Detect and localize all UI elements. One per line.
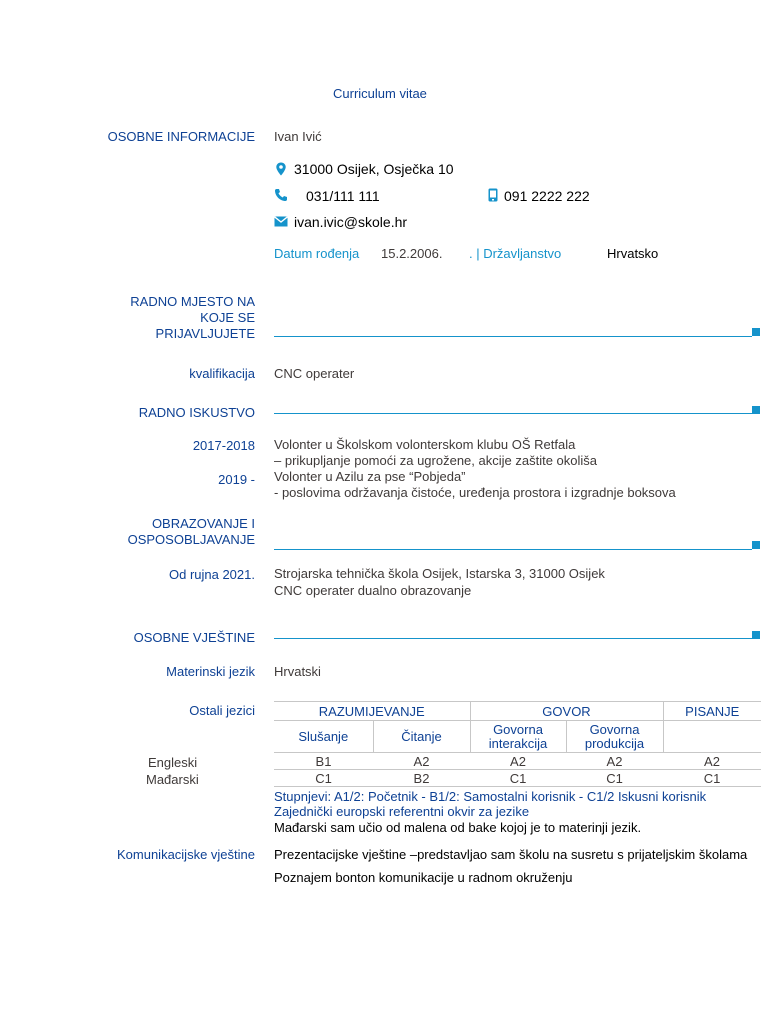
section-divider-marker [752,328,760,336]
level-cell: A2 [470,753,566,770]
section-heading-skills: OSOBNE VJEŠTINE [133,630,255,645]
communication-skills-label: Komunikacijske vještine [116,847,255,862]
level-cell: B2 [373,770,470,787]
sub-header-writing-empty [663,721,761,753]
section-heading-education: OBRAZOVANJE I OSPOSOBLJAVANJE [127,516,255,547]
level-cell: C1 [470,770,566,787]
section-divider [274,413,752,414]
table-row [274,770,761,787]
qualification-value: CNC operater [274,366,355,381]
group-header-speaking: GOVOR [470,702,663,721]
full-name: Ivan Ivić [274,129,322,144]
phone-number[interactable]: 031/111 111 [306,188,380,204]
language-name: Mađarski [146,772,199,787]
level-cell: C1 [566,770,663,787]
framework-note: Zajednički europski referentni okvir za jezike [274,804,530,819]
language-extra-note: Mađarski sam učio od malena od bake kojoj je to materinji jezik. [274,820,642,835]
document-title: Curriculum vitae [333,86,427,101]
section-divider [274,638,752,639]
section-heading-experience: RADNO ISKUSTVO [138,405,255,420]
group-header-writing: PISANJE [663,702,761,721]
location-pin-icon [274,162,288,176]
section-heading-personal: OSOBNE INFORMACIJE [107,129,255,144]
mother-tongue-value: Hrvatski [274,664,321,679]
level-cell: A2 [663,753,761,770]
table-row [274,753,761,770]
section-divider-marker [752,541,760,549]
education-line: CNC operater dualno obrazovanje [274,583,472,598]
experience-line: - poslovima održavanja čistoće, uređenja prostora i izgradnje boksova [274,485,676,500]
section-heading-position: RADNO MJESTO NA KOJE SE PRIJAVLJUJETE [130,294,255,341]
section-divider-marker [752,406,760,414]
citizenship-label: . | Državljanstvo [469,246,562,261]
education-date: Od rujna 2021. [168,567,255,582]
other-languages-label: Ostali jezici [189,703,255,718]
level-cell: C1 [663,770,761,787]
email-icon [274,216,288,227]
section-divider [274,336,752,337]
experience-date: 2017-2018 [192,438,255,453]
mobile-number[interactable]: 091 2222 222 [504,188,590,204]
level-cell: B1 [274,753,373,770]
email-address[interactable]: ivan.ivic@skole.hr [294,214,408,230]
education-line: Strojarska tehnička škola Osijek, Istarska 3, 31000 Osijek [274,566,605,581]
experience-date: 2019 - [218,472,255,487]
level-cell: C1 [274,770,373,787]
language-skills-table [274,701,761,787]
sub-header-listening: Slušanje [274,721,373,753]
communication-skills-line: Poznajem bonton komunikacije u radnom okruženju [274,870,573,885]
sub-header-spoken-interaction: Govorna interakcija [470,721,566,753]
citizenship-value: Hrvatsko [607,246,659,261]
section-divider-marker [752,631,760,639]
communication-skills-line: Prezentacijske vještine –predstavljao sam školu na susretu s prijateljskim školama [274,847,748,862]
level-cell: A2 [373,753,470,770]
date-of-birth-value: 15.2.2006. [381,246,443,261]
sub-header-spoken-production: Govorna produkcija [566,721,663,753]
qualification-label: kvalifikacija [189,366,255,381]
phone-icon [274,188,288,202]
language-table-group-header [274,702,761,721]
level-cell: A2 [566,753,663,770]
language-name: Engleski [148,755,198,770]
language-table-sub-header [274,721,761,753]
levels-note: Stupnjevi: A1/2: Početnik - B1/2: Samostalni korisnik - C1/2 Iskusni korisnik [274,789,707,804]
mobile-phone-icon [488,188,498,202]
date-of-birth-label: Datum rođenja [274,246,360,261]
group-header-understanding: RAZUMIJEVANJE [274,702,470,721]
experience-line: Volonter u Azilu za pse “Pobjeda” [274,469,466,484]
experience-line: Volonter u Školskom volonterskom klubu OŠ Retfala [274,437,576,452]
mother-tongue-label: Materinski jezik [166,664,255,679]
address: 31000 Osijek, Osječka 10 [294,161,454,177]
sub-header-reading: Čitanje [373,721,470,753]
experience-line: – prikupljanje pomoći za ugrožene, akcije zaštite okoliša [274,453,598,468]
section-divider [274,549,752,550]
